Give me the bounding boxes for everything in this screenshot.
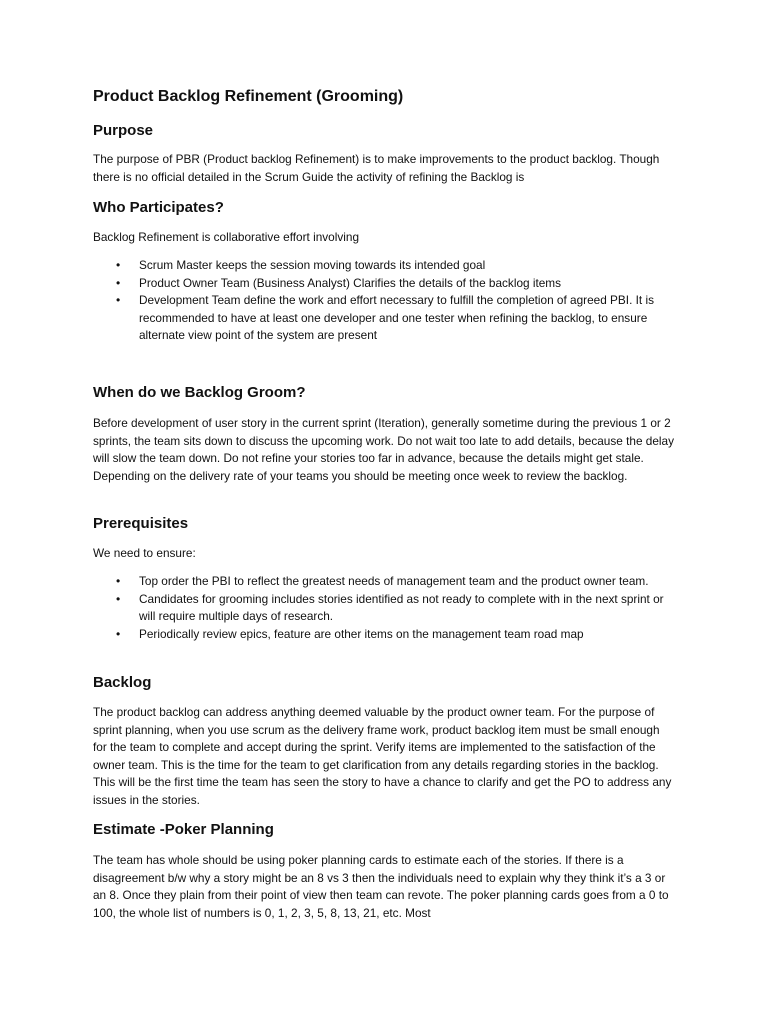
bullet-icon: •: [116, 275, 121, 290]
list-item-text: Periodically review epics, feature are other items on the management team road map: [139, 626, 584, 641]
estimate-paragraph: The team has whole should be using poker planning cards to estimate each of the stories. If there is a disagreement b/w why a story might be an 8 vs 3 then the individuals need to explain why they think it’s a 3 or an 8. Once they plain from their point of view then team can revote. The poker planning cards goes from a 0 to 100, the whole list of numbers is 0, 1, 2, 3, 5, 8, 13, 21, etc. Most: [93, 853, 669, 920]
list-item: [93, 626, 675, 644]
purpose-heading: Purpose: [93, 122, 154, 139]
bullet-icon: •: [116, 293, 121, 308]
list-item: [93, 257, 675, 275]
list-item-text: Scrum Master keeps the session moving towards its intended goal: [139, 258, 486, 272]
prerequisites-intro: We need to ensure:: [93, 546, 196, 560]
list-item: [93, 292, 675, 345]
bullet-icon: •: [116, 258, 121, 272]
list-item-text: Candidates for grooming includes stories identified as not ready to complete with in the next sprint or will require multiple days of research.: [139, 591, 664, 624]
list-item-text: Development Team define the work and effort necessary to fulfill the completion of agreed PBI. It is recommended to have at least one developer and one tester when refining the backlog, to ensure alternate view point of the system are present: [139, 293, 654, 343]
bullet-icon: •: [116, 626, 121, 641]
document-title: Product Backlog Refinement (Grooming): [93, 88, 404, 105]
list-item: [93, 573, 675, 591]
list-item: [93, 591, 675, 626]
participants-intro: Backlog Refinement is collaborative effort involving: [93, 230, 360, 244]
prerequisites-heading: Prerequisites: [93, 515, 189, 532]
when-paragraph: Before development of user story in the current sprint (Iteration), generally sometime during the previous 1 or 2 sprints, the team sits down to discuss the upcoming work. Do not wait too late to add details, because the delay will slow the team down. Do not refine your stories too far in advance, because the details might get stale. Depending on the delivery rate of your teams you should be meeting once week to review the backlog.: [93, 416, 674, 483]
list-item-text: Top order the PBI to reflect the greatest needs of management team and the product owner team.: [139, 574, 649, 588]
participants-heading: Who Participates?: [93, 199, 224, 216]
bullet-icon: •: [116, 574, 121, 588]
bullet-icon: •: [116, 591, 121, 606]
list-item: [93, 275, 675, 293]
purpose-paragraph: The purpose of PBR (Product backlog Refinement) is to make improvements to the product backlog. Though there is no official detailed in the Scrum Guide the activity of refining the Backlog is: [93, 152, 660, 184]
participants-list: [93, 257, 675, 345]
backlog-heading: Backlog: [93, 674, 152, 691]
list-item-text: Product Owner Team (Business Analyst) Clarifies the details of the backlog items: [139, 275, 562, 290]
when-heading: When do we Backlog Groom?: [93, 384, 306, 401]
backlog-paragraph: The product backlog can address anything deemed valuable by the product owner team. For the purpose of sprint planning, when you use scrum as the delivery frame work, product backlog item must be small enough for the team to complete and accept during the sprint. Verify items are implemented to the satisfaction of the owner team. This is the time for the team to get clarification from any details regarding stories in the backlog. This will be the first time the team has seen the story to have a chance to clarify and get the PO to address any issues in the stories.: [93, 705, 672, 807]
prerequisites-list: [93, 573, 675, 643]
estimate-heading: Estimate -Poker Planning: [93, 821, 274, 838]
